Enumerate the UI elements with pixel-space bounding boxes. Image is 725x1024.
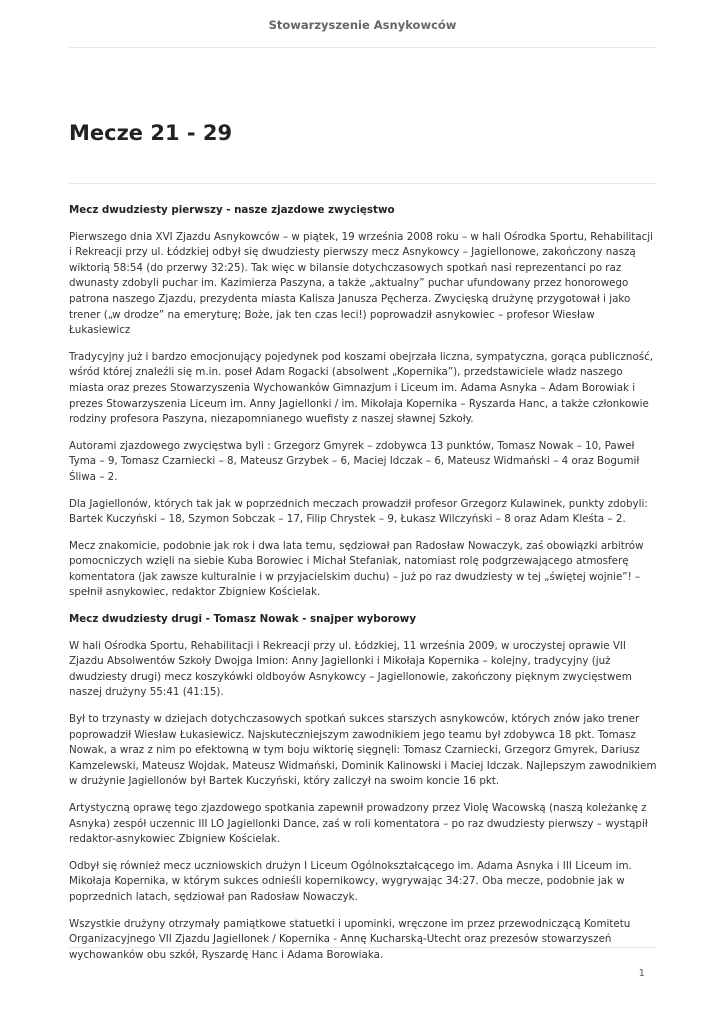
paragraph: Dla Jagiellonów, których tak jak w poprzednich meczach prowadził profesor Grzegorz Kulawinek, punkty zdobyli: Bartek Kuczyński – 18, Szymon Sobczak – 17, Filip Chrystek – 9, Łukasz Wilczyński – 8 oraz Adam Kleśta – 2.	[69, 497, 648, 526]
title-divider	[69, 183, 656, 184]
site-title: Stowarzyszenie Asnykowców	[268, 18, 457, 32]
paragraph: Pierwszego dnia XVI Zjazdu Asnykowców – w piątek, 19 września 2008 roku – w hali Ośrodka Sportu, Rehabilitacji i Rekreacji przy ul. Łódzkiej odbył się dwudziesty pierwszy mecz Asnykowcy – Jagiellonowe, zakończony naszą wiktorią 58:54 (do przerwy 32:25). Tak więc w bilansie dotychczasowych spotkań nasi reprezentanci po raz dwunasty zdobyli puchar im. Kazimierza Paszyna, a także „aktualny” puchar ufundowany przez honorowego patrona naszego Zjazdu, prezydenta miasta Kalisza Janusza Pęcherza. Zwycięską drużynę przygotował i jako trener („w drodze” na emeryturę; Boże, jak ten czas leci!) poprowadził asnykowiec – profesor Wiesław Łukasiewicz	[69, 230, 654, 337]
article-content	[69, 203, 658, 974]
page-title: Mecze 21 - 29	[69, 121, 233, 145]
page-number: 1	[638, 968, 645, 979]
paragraph: Artystyczną oprawę tego zjazdowego spotkania zapewnił prowadzony przez Violę Wacowską (naszą koleżankę z Asnyka) zespół uczennic III LO Jagiellonki Dance, zaś w roli komentatora – po raz dwudziesty pierwszy – wystąpił redaktor-asnykowiec Zbigniew Kościelak.	[69, 802, 648, 846]
section-heading-match-22: Mecz dwudziesty drugi - Tomasz Nowak - snajper wyborowy	[69, 613, 417, 626]
footer-divider	[69, 947, 656, 948]
paragraph: Odbył się również mecz uczniowskich drużyn I Liceum Ogólnokształcącego im. Adama Asnyka i III Liceum im. Mikołaja Kopernika, w którym sukces odnieśli kopernikowcy, wygrywając 34:27. Oba mecze, podobnie jak w poprzednich latach, sędziował pan Radosław Nowaczyk.	[69, 859, 632, 903]
paragraph: Tradycyjny już i bardzo emocjonujący pojedynek pod koszami obejrzała liczna, sympatyczna, gorąca publiczność, wśród której znaleźli się m.in. poseł Adam Rogacki (absolwent „Kopernika”), przedstawiciele władz naszego miasta oraz prezes Stowarzyszenia Wychowanków Gimnazjum i Liceum im. Adama Asnyka – Adam Borowiak i prezes Stowarzyszenia Liceum im. Anny Jagiellonki / im. Mikołaja Kopernika – Ryszarda Hanc, a także członkowie rodziny profesora Paszyna, niezapomnianego wuefisty z naszej sławnej Szkoły.	[69, 350, 654, 426]
section-heading-match-21: Mecz dwudziesty pierwszy - nasze zjazdowe zwycięstwo	[69, 204, 395, 216]
paragraph: Mecz znakomicie, podobnie jak rok i dwa lata temu, sędziował pan Radosław Nowaczyk, zaś obowiązki arbitrów pomocniczych wzięli na siebie Kuba Borowiec i Michał Stefaniak, natomiast rolę podgrzewającego atmosferę komentatora (jak zawsze kulturalnie i w przyjacielskim duchu) – już po raz dwudziesty w tej „świętej wojnie”! – spełnił asnykowiec, redaktor Zbigniew Kościelak.	[69, 539, 644, 599]
paragraph: Był to trzynasty w dziejach dotychczasowych spotkań sukces starszych asnykowców, których znów jako trener poprowadził Wiesław Łukasiewicz. Najskuteczniejszym zawodnikiem jego teamu był zdobywca 18 pkt. Tomasz Nowak, a wraz z nim po efektowną w tym boju wiktorię sięgnęli: Tomasz Czarniecki, Grzegorz Gmyrek, Dariusz Kamzelewski, Mateusz Wojdak, Mateusz Widmański, Dominik Kalinowski i Maciej Idczak. Najlepszym zawodnikiem w drużynie Jagiellonów był Bartek Kuczyński, który zaliczył na swoim koncie 16 pkt.	[69, 713, 657, 788]
paragraph: W hali Ośrodka Sportu, Rehabilitacji i Rekreacji przy ul. Łódzkiej, 11 września 2009, w uroczystej oprawie VII Zjazdu Absolwentów Szkoły Dwojga Imion: Anny Jagiellonki i Mikołaja Kopernika – kolejny, tradycyjny (już dwudziesty drugi) mecz koszykówki oldboyów Asnykowcy – Jagiellonowie, zakończony pięknym zwycięstwem naszej drużyny 55:41 (41:15).	[69, 639, 632, 699]
paragraph: Wszystkie drużyny otrzymały pamiątkowe statuetki i upominki, wręczone im przez przewodniczącą Komitetu Organizacyjnego VII Zjazdu Jagiellonek / Kopernika - Annę Kucharską-Utecht oraz prezesów stowarzyszeń wychowanków obu szkół, Ryszardę Hanc i Adama Borowiaka.	[69, 917, 631, 961]
paragraph: Autorami zjazdowego zwycięstwa byli : Grzegorz Gmyrek – zdobywca 13 punktów, Tomasz Nowak – 10, Paweł Tyma – 9, Tomasz Czarniecki – 8, Mateusz Grzybek – 6, Maciej Idczak – 6, Mateusz Widmański – 4 oraz Bogumił Śliwa – 2.	[69, 439, 640, 483]
header-divider	[69, 47, 656, 48]
